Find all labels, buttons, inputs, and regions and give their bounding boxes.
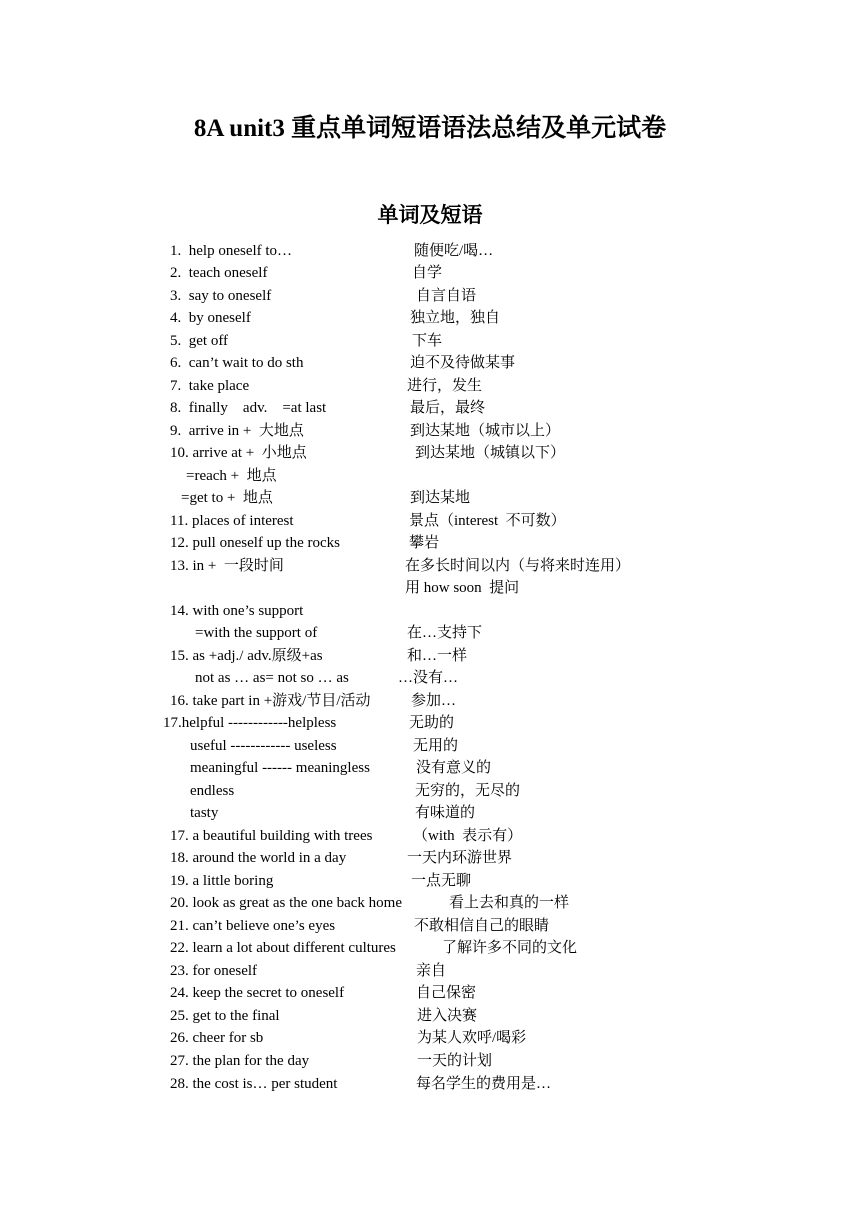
vocab-chinese: 自己保密 (416, 985, 477, 1001)
vocab-english: 13. in + 一段时间 (170, 558, 284, 574)
vocab-chinese: 看上去和真的一样 (449, 895, 570, 911)
vocab-english: 18. around the world in a day (170, 850, 347, 866)
vocab-chinese: 亲自 (416, 963, 447, 979)
vocab-english: 26. cheer for sb (170, 1030, 264, 1046)
vocab-chinese: 到达某地（城市以上） (410, 423, 561, 439)
vocab-line (0, 600, 860, 622)
vocab-english: 15. as +adj./ adv.原级+as (170, 648, 323, 664)
vocab-english: 9. arrive in + 大地点 (170, 423, 304, 439)
vocab-line (0, 532, 860, 554)
vocab-chinese: 进行，发生 (407, 378, 483, 394)
vocab-chinese: 有味道的 (415, 805, 476, 821)
vocab-english: 12. pull oneself up the rocks (170, 535, 340, 551)
vocab-line (0, 240, 860, 262)
vocab-chinese: 用 how soon 提问 (405, 580, 520, 596)
vocab-line (0, 870, 860, 892)
vocab-line (0, 847, 860, 869)
vocab-chinese: 一点无聊 (411, 873, 472, 889)
vocab-english: 20. look as great as the one back home (170, 895, 403, 911)
vocab-line (0, 307, 860, 329)
vocab-chinese: 无助的 (409, 715, 455, 731)
vocab-line (0, 285, 860, 307)
vocab-chinese: 到达某地（城镇以下） (415, 445, 566, 461)
vocab-english: endless (190, 783, 235, 799)
vocab-english: 25. get to the final (170, 1008, 280, 1024)
vocab-line (0, 510, 860, 532)
vocab-english: useful ------------ useless (190, 738, 337, 754)
vocab-line (0, 330, 860, 352)
vocab-chinese: 攀岩 (409, 535, 440, 551)
vocab-chinese: 在多长时间以内（与将来时连用） (405, 558, 631, 574)
vocab-english: =with the support of (195, 625, 318, 641)
vocab-chinese: 无穷的，无尽的 (415, 783, 521, 799)
vocab-english: 10. arrive at + 小地点 (170, 445, 307, 461)
vocab-english: 7. take place (170, 378, 250, 394)
vocab-english: 27. the plan for the day (170, 1053, 310, 1069)
vocab-line (0, 690, 860, 712)
vocab-line (0, 442, 860, 464)
vocab-line (0, 375, 860, 397)
vocab-chinese: 最后，最终 (410, 400, 486, 416)
vocab-chinese: 随便吃/喝… (414, 243, 494, 259)
vocab-chinese: 每名学生的费用是… (416, 1076, 552, 1092)
vocab-english: =get to + 地点 (181, 490, 273, 506)
section-title: 单词及短语 (377, 203, 483, 227)
vocab-english: 16. take part in +游戏/节目/活动 (170, 693, 371, 709)
vocab-line (0, 420, 860, 442)
vocab-line (0, 555, 860, 577)
vocab-chinese: 自学 (412, 265, 443, 281)
vocab-english: 14. with one’s support (170, 603, 304, 619)
vocab-chinese: 进入决赛 (417, 1008, 478, 1024)
vocab-english: 2. teach oneself (170, 265, 268, 281)
vocab-line (0, 780, 860, 802)
vocab-english: 28. the cost is… per student (170, 1076, 338, 1092)
vocab-line (0, 892, 860, 914)
vocab-chinese: 不敢相信自己的眼睛 (414, 918, 550, 934)
vocab-chinese: 景点（interest 不可数） (409, 513, 566, 529)
vocab-line (0, 487, 860, 509)
vocab-chinese: 无用的 (413, 738, 459, 754)
vocab-chinese: 自言自语 (416, 288, 477, 304)
vocab-english: 3. say to oneself (170, 288, 272, 304)
vocab-line (0, 712, 860, 734)
vocab-english: tasty (190, 805, 219, 821)
vocab-chinese: 为某人欢呼/喝彩 (417, 1030, 527, 1046)
vocab-chinese: 一天内环游世界 (407, 850, 513, 866)
vocab-english: meaningful ------ meaningless (190, 760, 370, 776)
vocab-chinese: 了解许多不同的文化 (442, 940, 578, 956)
document-title: 8A unit3 重点单词短语语法总结及单元试卷 (193, 115, 667, 142)
vocab-english: 6. can’t wait to do sth (170, 355, 304, 371)
vocab-english: 1. help oneself to… (170, 243, 293, 259)
vocab-line (0, 645, 860, 667)
vocab-chinese: 在…支持下 (407, 625, 483, 641)
vocab-line (0, 577, 860, 599)
vocab-chinese: …没有… (398, 670, 459, 686)
vocab-chinese: 参加… (411, 693, 457, 709)
vocab-chinese: 没有意义的 (416, 760, 492, 776)
vocab-english: 22. learn a lot about different cultures (170, 940, 396, 956)
vocab-chinese: 迫不及待做某事 (410, 355, 516, 371)
vocab-english: 17.helpful ------------helpless (163, 715, 337, 731)
vocab-line (0, 1073, 860, 1095)
vocab-line (0, 915, 860, 937)
vocab-line (0, 825, 860, 847)
vocab-line (0, 735, 860, 757)
vocab-line (0, 1027, 860, 1049)
vocab-english: 24. keep the secret to oneself (170, 985, 345, 1001)
vocab-chinese: 下车 (412, 333, 443, 349)
vocab-english: 17. a beautiful building with trees (170, 828, 373, 844)
vocab-line (0, 667, 860, 689)
vocab-english: 8. finally adv. =at last (170, 400, 327, 416)
vocab-chinese: （with 表示有） (413, 828, 523, 844)
vocab-chinese: 到达某地 (410, 490, 471, 506)
vocab-line (0, 937, 860, 959)
vocab-line (0, 352, 860, 374)
vocab-line (0, 465, 860, 487)
vocab-chinese: 和…一样 (407, 648, 468, 664)
vocab-english: 23. for oneself (170, 963, 258, 979)
vocab-line (0, 622, 860, 644)
vocab-line (0, 397, 860, 419)
vocab-line (0, 1005, 860, 1027)
vocab-chinese: 独立地，独自 (410, 310, 501, 326)
vocab-english: 21. can’t believe one’s eyes (170, 918, 336, 934)
vocab-english: 19. a little boring (170, 873, 274, 889)
vocab-line (0, 757, 860, 779)
vocab-english: 5. get off (170, 333, 229, 349)
vocab-line (0, 960, 860, 982)
vocab-english: 4. by oneself (170, 310, 251, 326)
vocab-english: 11. places of interest (170, 513, 294, 529)
vocab-english: =reach + 地点 (186, 468, 277, 484)
vocab-line (0, 1050, 860, 1072)
vocab-line (0, 982, 860, 1004)
vocab-chinese: 一天的计划 (417, 1053, 493, 1069)
vocab-line (0, 802, 860, 824)
vocab-line (0, 262, 860, 284)
vocab-english: not as … as= not so … as (195, 670, 349, 686)
